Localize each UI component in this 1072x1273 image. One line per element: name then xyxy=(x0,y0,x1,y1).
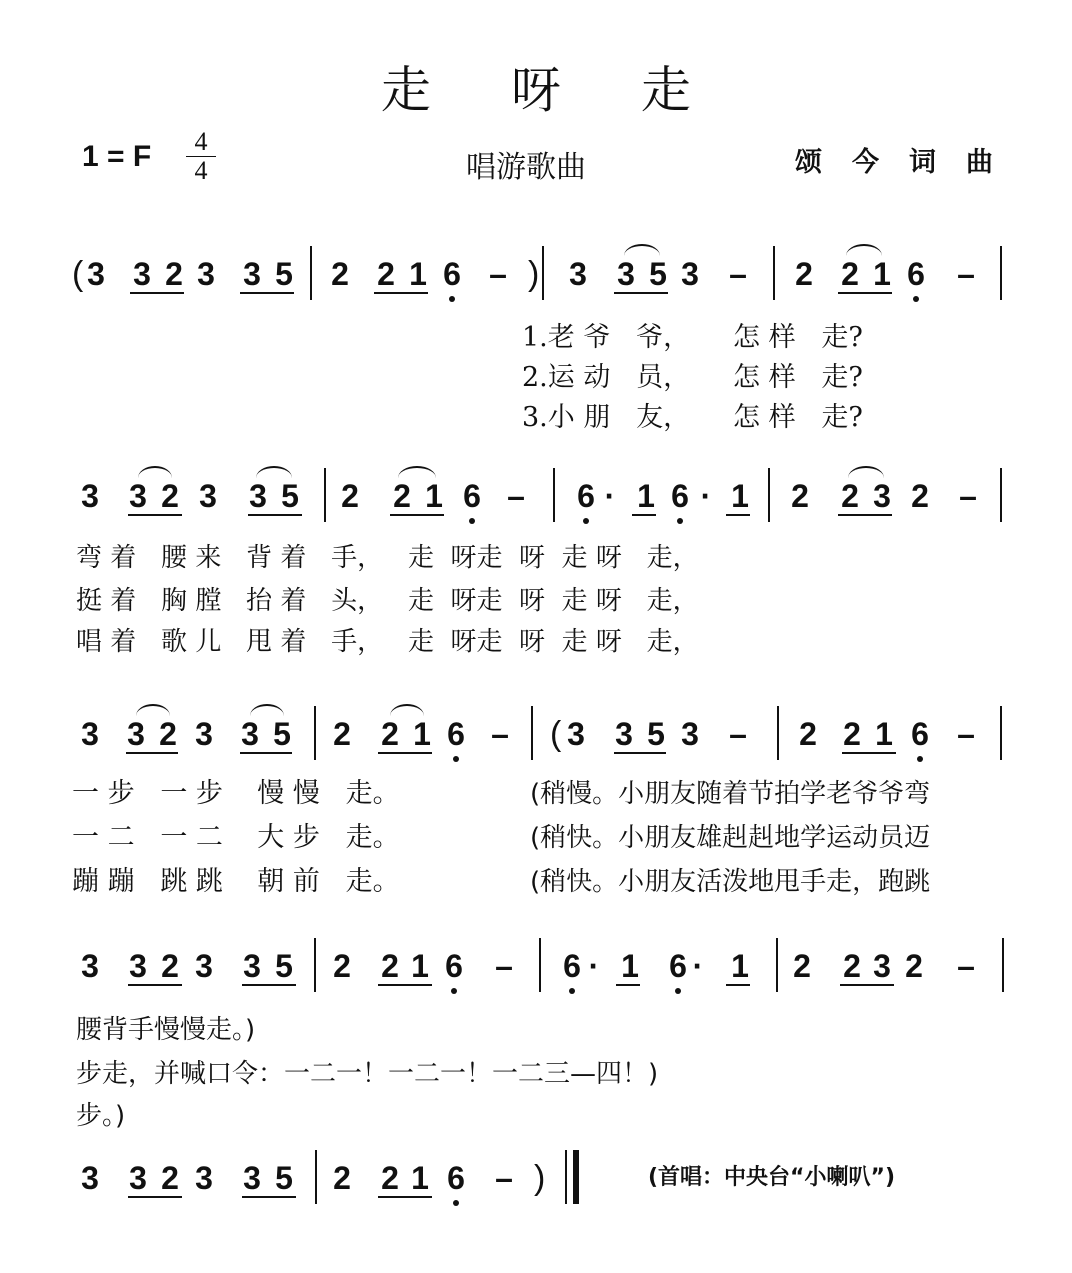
note: 2 xyxy=(333,1160,351,1196)
eighth-note-underline xyxy=(726,984,750,986)
note: 3 xyxy=(617,256,635,292)
bar-line xyxy=(310,246,312,300)
note: 6 xyxy=(445,948,463,984)
note: 6 xyxy=(447,716,465,752)
dot-rhythm: · xyxy=(588,948,600,984)
eighth-note-underline xyxy=(374,292,428,294)
low-octave-dot xyxy=(677,518,683,524)
note: 2 xyxy=(841,478,859,514)
note: 3 xyxy=(681,716,699,752)
note: 2 xyxy=(333,716,351,752)
bar-line xyxy=(553,468,555,522)
note: 3 xyxy=(243,948,261,984)
note: 2 xyxy=(161,948,179,984)
note: 3 xyxy=(243,256,261,292)
note: 5 xyxy=(275,948,293,984)
parenthesis: ( xyxy=(72,255,84,293)
note: 2 xyxy=(165,256,183,292)
bar-line xyxy=(1000,468,1002,522)
note: 2 xyxy=(161,1160,179,1196)
note: 1 xyxy=(425,478,443,514)
note: 6 xyxy=(671,478,689,514)
dash-hold: – xyxy=(959,478,977,514)
bar-line xyxy=(776,938,778,992)
lyric-line3-verse-3: 蹦 蹦 跳 跳 朝 前 走。 xyxy=(72,866,400,897)
note: 1 xyxy=(411,948,429,984)
performance-note-verse-1: (稍慢。小朋友随着节拍学老爷爷弯 xyxy=(530,779,931,809)
bar-line xyxy=(773,246,775,300)
eighth-note-underline xyxy=(242,1196,296,1198)
lyric-line3-verse-1: 一 步 一 步 慢 慢 走。 xyxy=(72,778,400,809)
bar-line xyxy=(539,938,541,992)
note: 3 xyxy=(569,256,587,292)
note: 1 xyxy=(411,1160,429,1196)
note: 3 xyxy=(681,256,699,292)
note: 5 xyxy=(275,256,293,292)
note: 3 xyxy=(873,948,891,984)
eighth-note-underline xyxy=(378,984,432,986)
bar-line xyxy=(1000,706,1002,760)
time-signature-numerator: 4 xyxy=(194,127,208,156)
premiere-credit: (首唱：中央台“小喇叭”) xyxy=(648,1165,896,1190)
eighth-note-underline xyxy=(242,984,296,986)
parenthesis: ) xyxy=(534,1159,546,1197)
note: 2 xyxy=(841,256,859,292)
bar-line xyxy=(768,468,770,522)
bar-line xyxy=(1000,246,1002,300)
note: 3 xyxy=(81,478,99,514)
eighth-note-underline xyxy=(128,1196,182,1198)
eighth-note-underline xyxy=(378,752,432,754)
eighth-note-underline xyxy=(614,752,666,754)
dash-hold: – xyxy=(489,256,507,292)
note: 1 xyxy=(875,716,893,752)
performance-note-verse-3: (稍快。小朋友活泼地甩手走，跑跳 xyxy=(530,867,931,897)
eighth-note-underline xyxy=(390,514,444,516)
performance-note-cont-2: 步走，并喊口令：一二一！一二一！一二三—四！) xyxy=(76,1059,659,1089)
note: 3 xyxy=(249,478,267,514)
eighth-note-underline xyxy=(128,514,182,516)
bar-line xyxy=(542,246,544,300)
note: 2 xyxy=(333,948,351,984)
song-author: 颂今词曲 xyxy=(795,147,1023,178)
note: 6 xyxy=(907,256,925,292)
eighth-note-underline xyxy=(126,752,178,754)
slur xyxy=(250,704,284,716)
note: 5 xyxy=(281,478,299,514)
eighth-note-underline xyxy=(726,514,750,516)
notation-system-5 xyxy=(0,1159,1072,1242)
dash-hold: – xyxy=(957,716,975,752)
note: 3 xyxy=(615,716,633,752)
lyric-intro-verse-3: 3.小 朋 友， 怎 样 走? xyxy=(522,402,863,433)
low-octave-dot xyxy=(453,756,459,762)
note: 2 xyxy=(161,478,179,514)
dot-rhythm: · xyxy=(604,478,616,514)
note: 2 xyxy=(843,716,861,752)
note: 6 xyxy=(577,478,595,514)
low-octave-dot xyxy=(449,296,455,302)
note: 1 xyxy=(873,256,891,292)
eighth-note-underline xyxy=(840,984,894,986)
note: 3 xyxy=(87,256,105,292)
dash-hold: – xyxy=(729,716,747,752)
slur xyxy=(624,244,660,256)
low-octave-dot xyxy=(913,296,919,302)
note: 1 xyxy=(413,716,431,752)
dash-hold: – xyxy=(491,716,509,752)
note: 2 xyxy=(791,478,809,514)
note: 5 xyxy=(273,716,291,752)
key-signature-text: 1 = F xyxy=(82,140,152,173)
lyric-line3-verse-2: 一 二 一 二 大 步 走。 xyxy=(72,822,400,853)
eighth-note-underline xyxy=(240,292,294,294)
eighth-note-underline xyxy=(616,984,640,986)
note: 3 xyxy=(195,948,213,984)
lyric-line2-verse-2: 挺 着 胸 膛 抬 着 头， 走 呀走 呀 走 呀 走， xyxy=(76,586,699,616)
note: 1 xyxy=(621,948,639,984)
time-signature xyxy=(186,127,216,185)
lyric-line2-verse-1: 弯 着 腰 来 背 着 手， 走 呀走 呀 走 呀 走， xyxy=(76,543,699,573)
slur xyxy=(138,466,172,478)
lyric-intro-verse-1: 1.老 爷 爷， 怎 样 走? xyxy=(522,322,863,353)
note: 2 xyxy=(911,478,929,514)
key-signature xyxy=(82,140,151,174)
low-octave-dot xyxy=(469,518,475,524)
dash-hold: – xyxy=(495,948,513,984)
note: 6 xyxy=(563,948,581,984)
dash-hold: – xyxy=(507,478,525,514)
eighth-note-underline xyxy=(838,292,892,294)
low-octave-dot xyxy=(451,988,457,994)
note: 2 xyxy=(393,478,411,514)
lyric-line2-verse-3: 唱 着 歌 儿 甩 着 手， 走 呀走 呀 走 呀 走， xyxy=(76,627,699,657)
note: 2 xyxy=(795,256,813,292)
dot-rhythm: · xyxy=(692,948,704,984)
note: 5 xyxy=(275,1160,293,1196)
note: 2 xyxy=(793,948,811,984)
note: 2 xyxy=(377,256,395,292)
parenthesis: ) xyxy=(528,255,540,293)
low-octave-dot xyxy=(917,756,923,762)
low-octave-dot xyxy=(453,1200,459,1206)
note: 2 xyxy=(843,948,861,984)
note: 2 xyxy=(381,1160,399,1196)
slur xyxy=(256,466,292,478)
lyric-intro-verse-2: 2.运 动 员， 怎 样 走? xyxy=(522,362,863,393)
eighth-note-underline xyxy=(378,1196,432,1198)
bar-line xyxy=(777,706,779,760)
bar-line xyxy=(314,706,316,760)
slur xyxy=(846,244,882,256)
note: 2 xyxy=(905,948,923,984)
note: 6 xyxy=(463,478,481,514)
eighth-note-underline xyxy=(842,752,896,754)
note: 3 xyxy=(873,478,891,514)
dash-hold: – xyxy=(495,1160,513,1196)
time-signature-denominator: 4 xyxy=(194,156,208,185)
eighth-note-underline xyxy=(838,514,892,516)
note: 3 xyxy=(133,256,151,292)
slur xyxy=(398,466,436,478)
note: 5 xyxy=(647,716,665,752)
note: 3 xyxy=(241,716,259,752)
note: 1 xyxy=(731,948,749,984)
bar-line xyxy=(324,468,326,522)
parenthesis: ( xyxy=(550,715,562,753)
low-octave-dot xyxy=(675,988,681,994)
note: 6 xyxy=(669,948,687,984)
note: 3 xyxy=(567,716,585,752)
note: 3 xyxy=(243,1160,261,1196)
note: 3 xyxy=(195,1160,213,1196)
bar-line xyxy=(315,1150,317,1204)
bar-line xyxy=(314,938,316,992)
final-bar-line xyxy=(573,1150,579,1204)
note: 6 xyxy=(911,716,929,752)
slur xyxy=(848,466,884,478)
note: 1 xyxy=(637,478,655,514)
note: 3 xyxy=(129,478,147,514)
song-title: 走呀走 xyxy=(381,61,771,119)
performance-note-cont-3: 步。) xyxy=(76,1101,126,1131)
performance-note-cont-1: 腰背手慢慢走。) xyxy=(76,1015,256,1045)
dot-rhythm: · xyxy=(700,478,712,514)
dash-hold: – xyxy=(729,256,747,292)
eighth-note-underline xyxy=(130,292,184,294)
bar-line xyxy=(1002,938,1004,992)
note: 2 xyxy=(341,478,359,514)
note: 2 xyxy=(331,256,349,292)
note: 3 xyxy=(195,716,213,752)
note: 2 xyxy=(799,716,817,752)
eighth-note-underline xyxy=(248,514,302,516)
note: 2 xyxy=(159,716,177,752)
note: 3 xyxy=(129,948,147,984)
note: 3 xyxy=(81,716,99,752)
note: 3 xyxy=(129,1160,147,1196)
note: 5 xyxy=(649,256,667,292)
bar-line xyxy=(565,1150,567,1204)
note: 2 xyxy=(381,948,399,984)
eighth-note-underline xyxy=(128,984,182,986)
note: 1 xyxy=(409,256,427,292)
eighth-note-underline xyxy=(614,292,668,294)
note: 3 xyxy=(127,716,145,752)
eighth-note-underline xyxy=(240,752,292,754)
slur xyxy=(390,704,424,716)
note: 2 xyxy=(381,716,399,752)
note: 3 xyxy=(197,256,215,292)
note: 6 xyxy=(443,256,461,292)
slur xyxy=(136,704,170,716)
low-octave-dot xyxy=(569,988,575,994)
low-octave-dot xyxy=(583,518,589,524)
performance-note-verse-2: (稍快。小朋友雄赳赳地学运动员迈 xyxy=(530,823,931,853)
note: 6 xyxy=(447,1160,465,1196)
note: 3 xyxy=(81,948,99,984)
note: 1 xyxy=(731,478,749,514)
bar-line xyxy=(531,706,533,760)
dash-hold: – xyxy=(957,948,975,984)
song-style: 唱游歌曲 xyxy=(466,150,586,185)
dash-hold: – xyxy=(957,256,975,292)
eighth-note-underline xyxy=(632,514,656,516)
note: 3 xyxy=(199,478,217,514)
note: 3 xyxy=(81,1160,99,1196)
